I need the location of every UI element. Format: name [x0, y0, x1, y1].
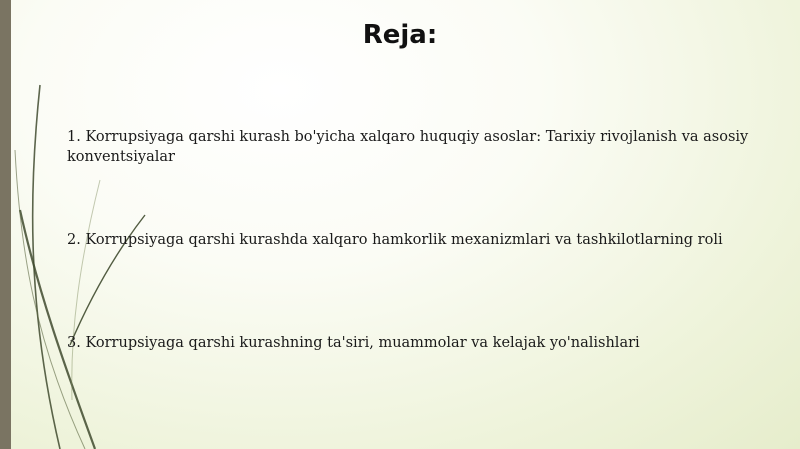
plan-item-2: 2. Korrupsiyaga qarshi kurashda xalqaro hamkorlik mexanizmlari va tashkilotlarning roli [67, 232, 723, 248]
decor-curve-1 [33, 85, 60, 449]
slide-title: Reja: [362, 20, 438, 50]
plan-item-1: 1. Korrupsiyaga qarshi kurash bo'yicha xalqaro huquqiy asoslar: Tarixiy rivojlanish va asosiy konventsiyalar [67, 129, 749, 165]
plan-item-3: 3. Korrupsiyaga qarshi kurashning ta'siri, muammolar va kelajak yo'nalishlari [67, 335, 640, 351]
